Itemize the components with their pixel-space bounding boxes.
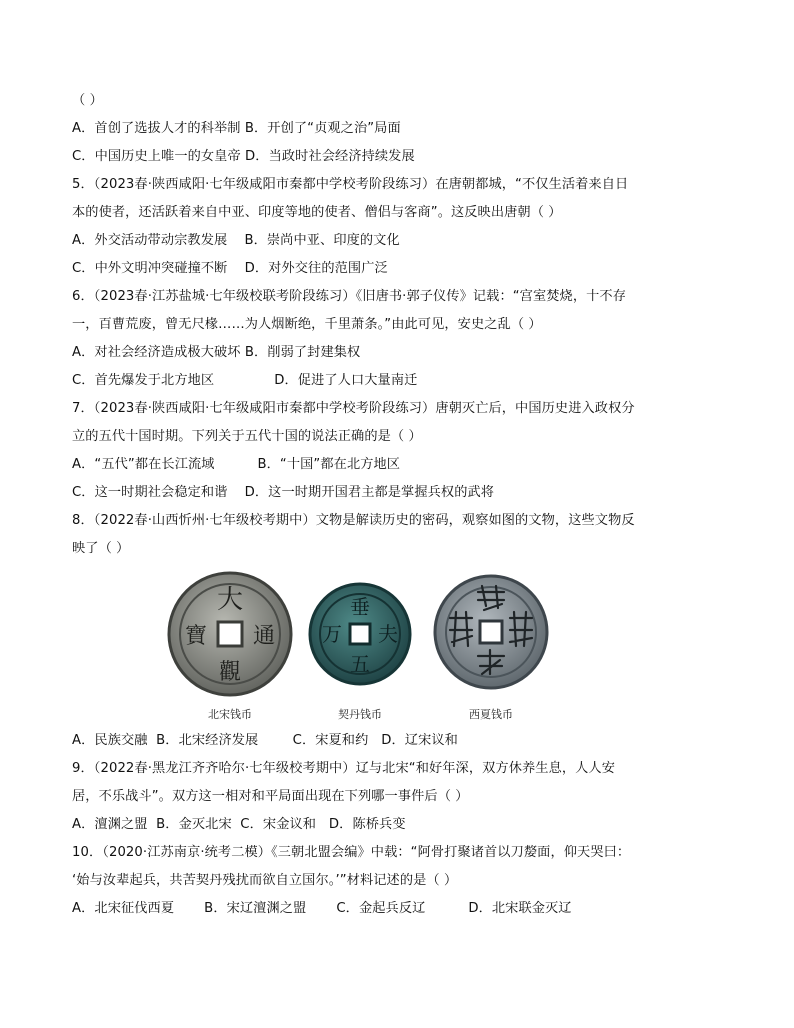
coin-3-label: 西夏钱币 <box>469 708 513 721</box>
question-7-options-cd: C．这一时期社会稳定和谐 D．这一时期开国君主都是掌握兵权的武将 <box>72 485 495 500</box>
coins-image <box>160 566 560 706</box>
coin-1-char-right: 通 <box>252 624 276 649</box>
question-6-options-cd: C．首先爆发于北方地区 D．促进了人口大量南迁 <box>72 373 418 388</box>
coin-1-label: 北宋钱币 <box>208 708 252 721</box>
question-8-stem-1: 8．（2022春·山西忻州·七年级校考期中）文物是解读历史的密码，观察如图的文物，这些文物反 <box>72 513 635 528</box>
question-6-stem-2: 一，百曹荒废，曾无尺椽……为人烟断绝，千里萧条。”由此可见，安史之乱（ ） <box>72 317 542 332</box>
coin-1-char-bottom: 觀 <box>218 660 242 685</box>
question-4-options-ab: A．首创了选拔人才的科举制 B．开创了“贞观之治”局面 <box>72 121 401 136</box>
question-5-options-cd: C．中外文明冲突碰撞不断 D．对外交往的范围广泛 <box>72 261 388 276</box>
question-5-stem-1: 5．（2023春·陕西咸阳·七年级咸阳市秦都中学校考阶段练习）在唐朝都城，“不仅生活着来自日 <box>72 177 629 192</box>
question-6-options-ab: A．对社会经济造成极大破坏 B．削弱了封建集权 <box>72 345 361 360</box>
western-xia-coin <box>435 576 547 688</box>
coins-figure <box>160 566 560 726</box>
question-7-stem-1: 7．（2023春·陕西咸阳·七年级咸阳市秦都中学校考阶段练习）唐朝灭亡后，中国历史进入政权分 <box>72 401 635 416</box>
question-10-options: A．北宋征伐西夏 B．宋辽澶渊之盟 C．金起兵反辽 D．北宋联金灭辽 <box>72 901 572 916</box>
question-9-stem-1: 9．（2022春·黑龙江齐齐哈尔·七年级校考期中）辽与北宋“和好年深，双方休养生息，人人安 <box>72 761 616 776</box>
question-8-stem-2: 映了（ ） <box>72 541 130 556</box>
khitan-coin <box>310 584 410 684</box>
question-9-options: A．澶渊之盟 B．金灭北宋 C．宋金议和 D．陈桥兵变 <box>72 817 406 832</box>
question-7-options-ab: A．“五代”都在长江流域 B．“十国”都在北方地区 <box>72 457 401 472</box>
coin-2-char-left: 万 <box>322 622 342 646</box>
question-7-stem-2: 立的五代十国时期。下列关于五代十国的说法正确的是（ ） <box>72 429 422 444</box>
question-5-stem-2: 本的使者，还活跃着来自中亚、印度等地的使者、僧侣与客商”。这反映出唐朝（ ） <box>72 205 562 220</box>
question-10-stem-1: 10．（2020·江苏南京·统考二模）《三朝北盟会编》中载：“阿骨打聚诸首以刀嫠面，仰天哭曰： <box>72 845 631 860</box>
question-5-options-ab: A．外交活动带动宗教发展 B．崇尚中亚、印度的文化 <box>72 233 400 248</box>
coin-2-label: 契丹钱币 <box>338 708 382 721</box>
question-4-options-cd: C．中国历史上唯一的女皇帝 D．当政时社会经济持续发展 <box>72 149 415 164</box>
question-9-stem-2: 居，不乐战斗”。双方这一相对和平局面出现在下列哪一事件后（ ） <box>72 789 469 804</box>
question-10-stem-2: ‘始与汝辈起兵，共苦契丹残扰而欲自立国尔。’”材料记述的是（ ） <box>72 873 458 888</box>
northern-song-coin <box>169 573 291 695</box>
coin-1-char-left: 寶 <box>184 624 208 649</box>
coin-2-char-bottom: 五 <box>350 652 370 676</box>
question-6-stem-1: 6．（2023春·江苏盐城·七年级校联考阶段练习）《旧唐书·郭子仪传》记载：“宫室焚烧，十不存 <box>72 289 626 304</box>
question-8-options: A．民族交融 B．北宋经济发展 C．宋夏和约 D．辽宋议和 <box>72 733 458 748</box>
coin-2-char-right: 夫 <box>378 622 398 646</box>
coin-1-char-top: 大 <box>216 585 244 615</box>
coin-2-char-top: 垂 <box>350 595 370 619</box>
question-4-bracket: （ ） <box>72 93 103 108</box>
